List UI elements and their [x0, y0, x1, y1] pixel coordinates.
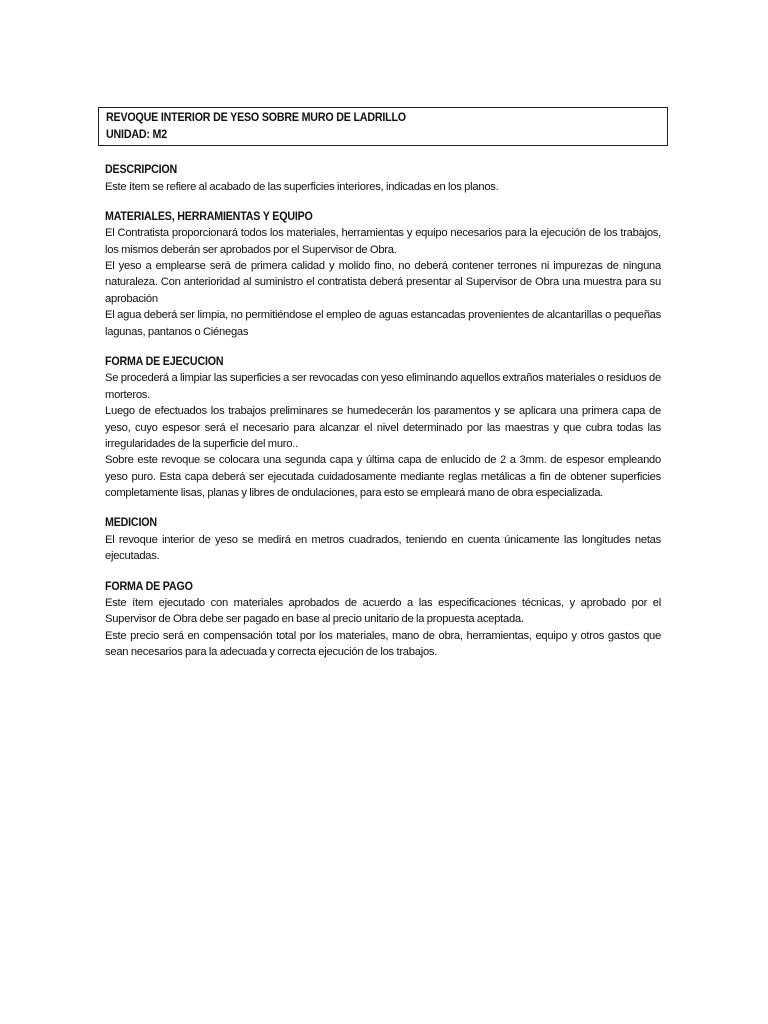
item-header-box: [98, 107, 668, 146]
paragraph: Luego de efectuados los trabajos preliminares se humedecerán los paramentos y se aplicara una primera capa de yeso, cuyo espesor será el necesario para alcanzar el nivel determinado por las maestras y que cubra todas las irregularidades de la superficie del muro..: [105, 405, 661, 450]
section-materiales: [105, 209, 661, 340]
section-title: FORMA DE PAGO: [105, 579, 193, 593]
section-title: DESCRIPCION: [105, 163, 178, 176]
paragraph: El Contratista proporcionará todos los materiales, herramientas y equipo necesarios para la ejecución de los trabajos, los mismos deberán ser aprobados por el Supervisor de Obra.: [105, 227, 661, 256]
paragraph: Sobre este revoque se colocara una segunda capa y última capa de enlucido de 2 a 3mm. de espesor empleando yeso puro. Esta capa deberá ser ejecutada cuidadosamente mediante reglas metálicas a fin de obtener superficies completamente lisas, planas y libres de ondulaciones, para esto se empleará mano de obra especializada.: [105, 454, 661, 500]
section-descripcion: [105, 162, 661, 195]
paragraph: El agua deberá ser limpia, no permitiéndose el empleo de aguas estancadas provenientes de alcantarillas o pequeñas lagunas, pantanos o Ciénegas: [105, 309, 661, 338]
paragraph: Este precio será en compensación total por los materiales, mano de obra, herramientas, equipo y otros gastos que sean necesarios para la adecuada y correcta ejecución de los trabajos.: [105, 629, 661, 659]
paragraph: Este ítem se refiere al acabado de las superficies interiores, indicadas en los planos.: [105, 180, 499, 193]
section-forma-de-ejecucion: [105, 354, 661, 502]
paragraph: El yeso a emplearse será de primera calidad y molido fino, no deberá contener terrones ni impurezas de ninguna naturaleza. Con anterioridad al suministro el contratista deberá presentar al Supervisor de Obra una muestra para su aprobación: [105, 260, 661, 305]
paragraph: Este ítem ejecutado con materiales aprobados de acuerdo a las especificaciones técnicas, y aprobado por el Supervisor de Obra debe ser pagado en base al precio unitario de la propuesta aceptada.: [105, 597, 661, 626]
section-title: MEDICION: [105, 516, 157, 530]
section-forma-de-pago: [105, 579, 661, 661]
item-unit: UNIDAD: M2: [106, 127, 167, 141]
section-title: MATERIALES, HERRAMIENTAS Y EQUIPO: [105, 209, 313, 223]
item-title: REVOQUE INTERIOR DE YESO SOBRE MURO DE LADRILLO: [106, 111, 406, 124]
section-title: FORMA DE EJECUCION: [105, 354, 224, 368]
paragraph: El revoque interior de yeso se medirá en metros cuadrados, teniendo en cuenta únicamente las longitudes netas ejecutadas.: [105, 533, 661, 563]
section-medicion: [105, 515, 661, 564]
document-body: [105, 162, 661, 674]
paragraph: Se procederá a limpiar las superficies a ser revocadas con yeso eliminando aquellos extraños materiales o residuos de morteros.: [105, 372, 661, 401]
